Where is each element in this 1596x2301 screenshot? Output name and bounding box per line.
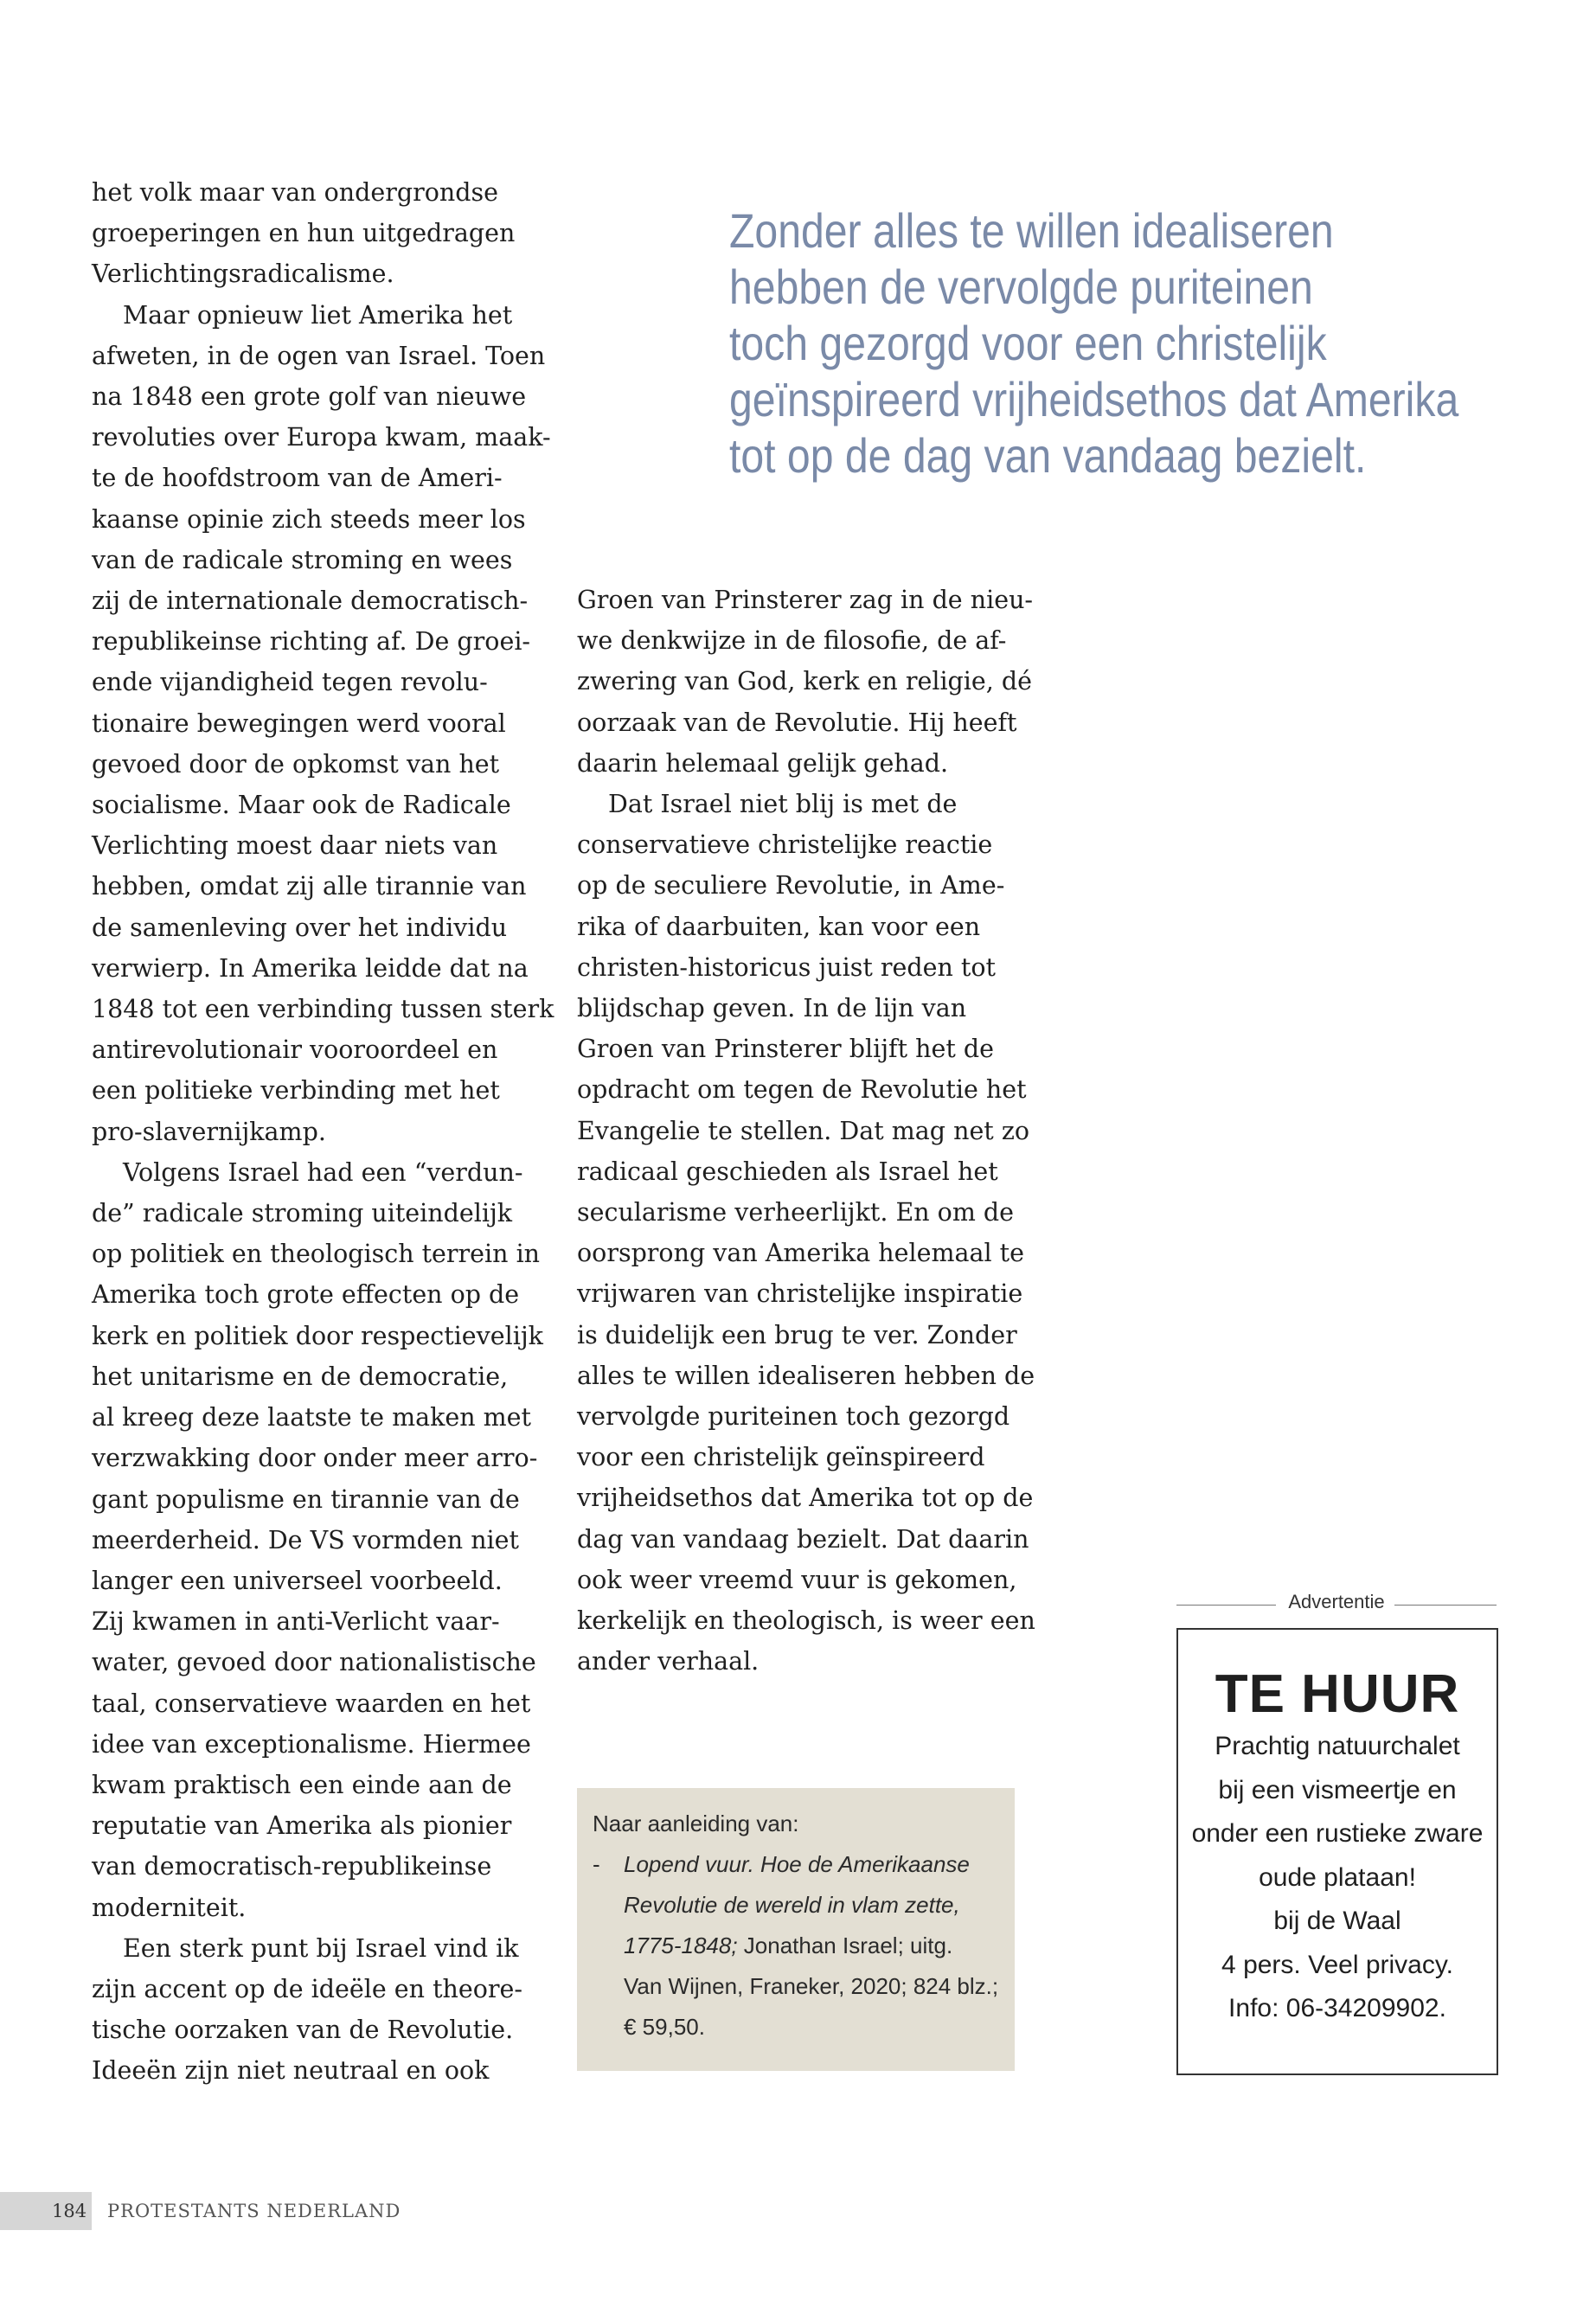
source-title-line-2: Revolutie de wereld in vlam zette,	[624, 1892, 960, 1918]
source-line-1	[593, 1844, 1015, 1885]
text-line: het unitarisme en de democratie,	[92, 1362, 509, 1391]
ad-line: bij een vismeertje en	[1218, 1775, 1457, 1804]
text-line: alles te willen idealiseren hebben de	[577, 1361, 1035, 1390]
pull-quote-line: hebben de vervolgde puriteinen	[729, 260, 1313, 314]
text-line: vervolgde puriteinen toch gezorgd	[577, 1402, 1010, 1432]
text-line: Verlichtingsradicalisme.	[92, 260, 394, 289]
text-line: van democratisch-republikeinse	[92, 1852, 492, 1881]
text-line: ende vijandigheid tegen revolu-	[92, 668, 488, 697]
text-line: conservatieve christelijke reactie	[577, 830, 993, 860]
text-line: Een sterk punt bij Israel vind ik	[123, 1933, 519, 1963]
text-line: Groen van Prinsterer blijft het de	[577, 1035, 994, 1064]
article-column-middle	[577, 580, 1035, 1682]
source-years: 1775-1848;	[624, 1932, 738, 1958]
ad-title: TE HUUR	[1215, 1664, 1460, 1724]
paragraph	[92, 172, 542, 295]
text-line: Amerika toch grote effecten op de	[92, 1280, 520, 1310]
text-line: reputatie van Amerika als pionier	[92, 1811, 512, 1841]
text-line: meerderheid. De VS vormden niet	[92, 1525, 519, 1554]
text-line: verzwakking door onder meer arro-	[92, 1444, 538, 1473]
text-line: is duidelijk een brug te ver. Zonder	[577, 1320, 1017, 1349]
ad-label-rule-right	[1394, 1605, 1497, 1606]
text-line: zijn accent op de ideële en theore-	[92, 1974, 523, 2003]
text-line: na 1848 een grote golf van nieuwe	[92, 382, 527, 412]
source-dash: -	[593, 1851, 600, 1877]
text-line: blijdschap geven. In de lijn van	[577, 994, 967, 1023]
text-line: van de radicale stroming en wees	[92, 545, 513, 574]
source-line-5	[593, 2007, 1015, 2048]
source-heading: Naar aanleiding van:	[593, 1811, 799, 1836]
text-line: tionaire bewegingen werd vooral	[92, 708, 506, 738]
text-line: we denkwijze in de filosofie, de af-	[577, 626, 1007, 656]
pull-quote-line: toch gezorgd voor een christelijk	[729, 316, 1327, 370]
advertisement-label: Advertentie	[1288, 1591, 1385, 1612]
ad-line: oude plataan!	[1259, 1862, 1416, 1892]
text-line: een politieke verbinding met het	[92, 1076, 500, 1106]
ad-line: onder een rustieke zware	[1191, 1819, 1484, 1848]
page-footer	[0, 2192, 433, 2230]
text-line: moderniteit.	[92, 1893, 247, 1922]
source-line-2	[593, 1885, 1015, 1926]
article-column-left	[92, 172, 554, 2092]
text-line: daarin helemaal gelijk gehad.	[577, 748, 949, 778]
text-line: op de seculiere Revolutie, in Ame-	[577, 871, 1005, 901]
text-line: de samenleving over het individu	[92, 913, 508, 942]
text-line: ander verhaal.	[577, 1647, 760, 1676]
page-number: 184	[52, 2201, 87, 2221]
pull-quote-line: tot op de dag van vandaag bezielt.	[729, 428, 1367, 483]
text-line: rika of daarbuiten, kan voor een	[577, 912, 981, 941]
paragraph	[577, 580, 1034, 784]
text-line: Zij kwamen in anti-Verlicht vaar-	[92, 1607, 500, 1637]
publication-name: PROTESTANTS NEDERLAND	[107, 2201, 401, 2221]
source-reference-box	[577, 1788, 1015, 2071]
text-line: hebben, omdat zij alle tirannie van	[92, 872, 527, 901]
ad-line: Prachtig natuurchalet	[1215, 1732, 1460, 1760]
text-line: republikeinse richting af. De groei-	[92, 627, 531, 657]
text-line: Evangelie te stellen. Dat mag net zo	[577, 1116, 1029, 1145]
text-line: opdracht om tegen de Revolutie het	[577, 1075, 1027, 1105]
text-line: revoluties over Europa kwam, maak-	[92, 423, 551, 452]
text-line: Dat Israel niet blij is met de	[608, 790, 958, 819]
paragraph	[92, 1928, 542, 2092]
text-line: antirevolutionair vooroordeel en	[92, 1035, 498, 1065]
text-line: oorsprong van Amerika helemaal te	[577, 1239, 1024, 1268]
text-line: langer een universeel voorbeeld.	[92, 1566, 503, 1595]
text-line: Ideeën zijn niet neutraal en ook	[92, 2056, 490, 2086]
text-line: Verlichting moest daar niets van	[92, 831, 498, 861]
text-line: kaanse opinie zich steeds meer los	[92, 504, 526, 534]
text-line: tische oorzaken van de Revolutie.	[92, 2016, 514, 2045]
text-line: het volk maar van ondergrondse	[92, 178, 498, 207]
pull-quote-line: Zonder alles te willen idealiseren	[729, 203, 1334, 258]
paragraph	[92, 1152, 542, 1928]
text-line: zij de internationale democratisch-	[92, 586, 529, 616]
source-line-3	[593, 1926, 1015, 1966]
text-line: christen-historicus juist reden tot	[577, 952, 996, 982]
text-line: zwering van God, kerk en religie, dé	[577, 667, 1033, 696]
text-line: kerkelijk en theologisch, is weer een	[577, 1606, 1035, 1636]
text-line: kwam praktisch een einde aan de	[92, 1770, 512, 1799]
source-line-4	[593, 1966, 1015, 2007]
text-line: dag van vandaag bezielt. Dat daarin	[577, 1524, 1029, 1554]
pull-quote-line: geïnspireerd vrijheidsethos dat Amerika	[729, 372, 1459, 426]
paragraph	[577, 784, 1035, 1682]
source-publisher-details: Van Wijnen, Franeker, 2020; 824 blz.;	[624, 1973, 999, 1999]
text-line: afweten, in de ogen van Israel. Toen	[92, 341, 546, 370]
text-line: al kreeg deze laatste te maken met	[92, 1403, 531, 1433]
text-line: groeperingen en hun uitgedragen	[92, 219, 516, 248]
text-line: Maar opnieuw liet Amerika het	[123, 300, 513, 330]
text-line: socialisme. Maar ook de Radicale	[92, 791, 511, 820]
text-line: Groen van Prinsterer zag in de nieu-	[577, 586, 1034, 614]
text-line: vrijheidsethos dat Amerika tot op de	[577, 1484, 1034, 1513]
text-line: taal, conservatieve waarden en het	[92, 1689, 531, 1718]
ad-line: bij de Waal	[1273, 1907, 1401, 1935]
advertisement-box	[1176, 1628, 1498, 2075]
text-line: Volgens Israel had een “verdun-	[123, 1157, 523, 1187]
text-line: radicaal geschieden als Israel het	[577, 1157, 998, 1186]
source-price: € 59,50.	[624, 2014, 705, 2040]
text-line: voor een christelijk geïnspireerd	[577, 1443, 985, 1472]
text-line: secularisme verheerlijkt. En om de	[577, 1198, 1015, 1227]
ad-contact: Info: 06-34209902.	[1228, 1994, 1446, 2022]
pull-quote	[729, 202, 1459, 484]
text-line: oorzaak van de Revolutie. Hij heeft	[577, 708, 1017, 737]
text-line: gevoed door de opkomst van het	[92, 749, 500, 779]
source-author-publisher: Jonathan Israel; uitg.	[737, 1932, 953, 1958]
text-line: idee van exceptionalisme. Hiermee	[92, 1729, 531, 1759]
text-line: ook weer vreemd vuur is gekomen,	[577, 1565, 1017, 1594]
paragraph	[92, 295, 554, 1152]
text-line: vrijwaren van christelijke inspiratie	[577, 1279, 1023, 1309]
text-line: kerk en politiek door respectievelijk	[92, 1321, 543, 1350]
text-line: gant populisme en tirannie van de	[92, 1484, 520, 1514]
source-title-line-1: Lopend vuur. Hoe de Amerikaanse	[624, 1851, 970, 1877]
text-line: op politiek en theologisch terrein in	[92, 1240, 541, 1269]
text-line: de” radicale stroming uiteindelijk	[92, 1199, 513, 1228]
ad-line: 4 pers. Veel privacy.	[1221, 1950, 1453, 1979]
text-line: te de hoofdstroom van de Ameri-	[92, 464, 503, 493]
advertisement-label-row	[1176, 1588, 1497, 1619]
text-line: verwierp. In Amerika leidde dat na	[92, 953, 529, 983]
text-line: water, gevoed door nationalistische	[92, 1648, 536, 1677]
text-line: 1848 tot een verbinding tussen sterk	[92, 995, 554, 1024]
text-line: pro-slavernijkamp.	[92, 1117, 326, 1146]
